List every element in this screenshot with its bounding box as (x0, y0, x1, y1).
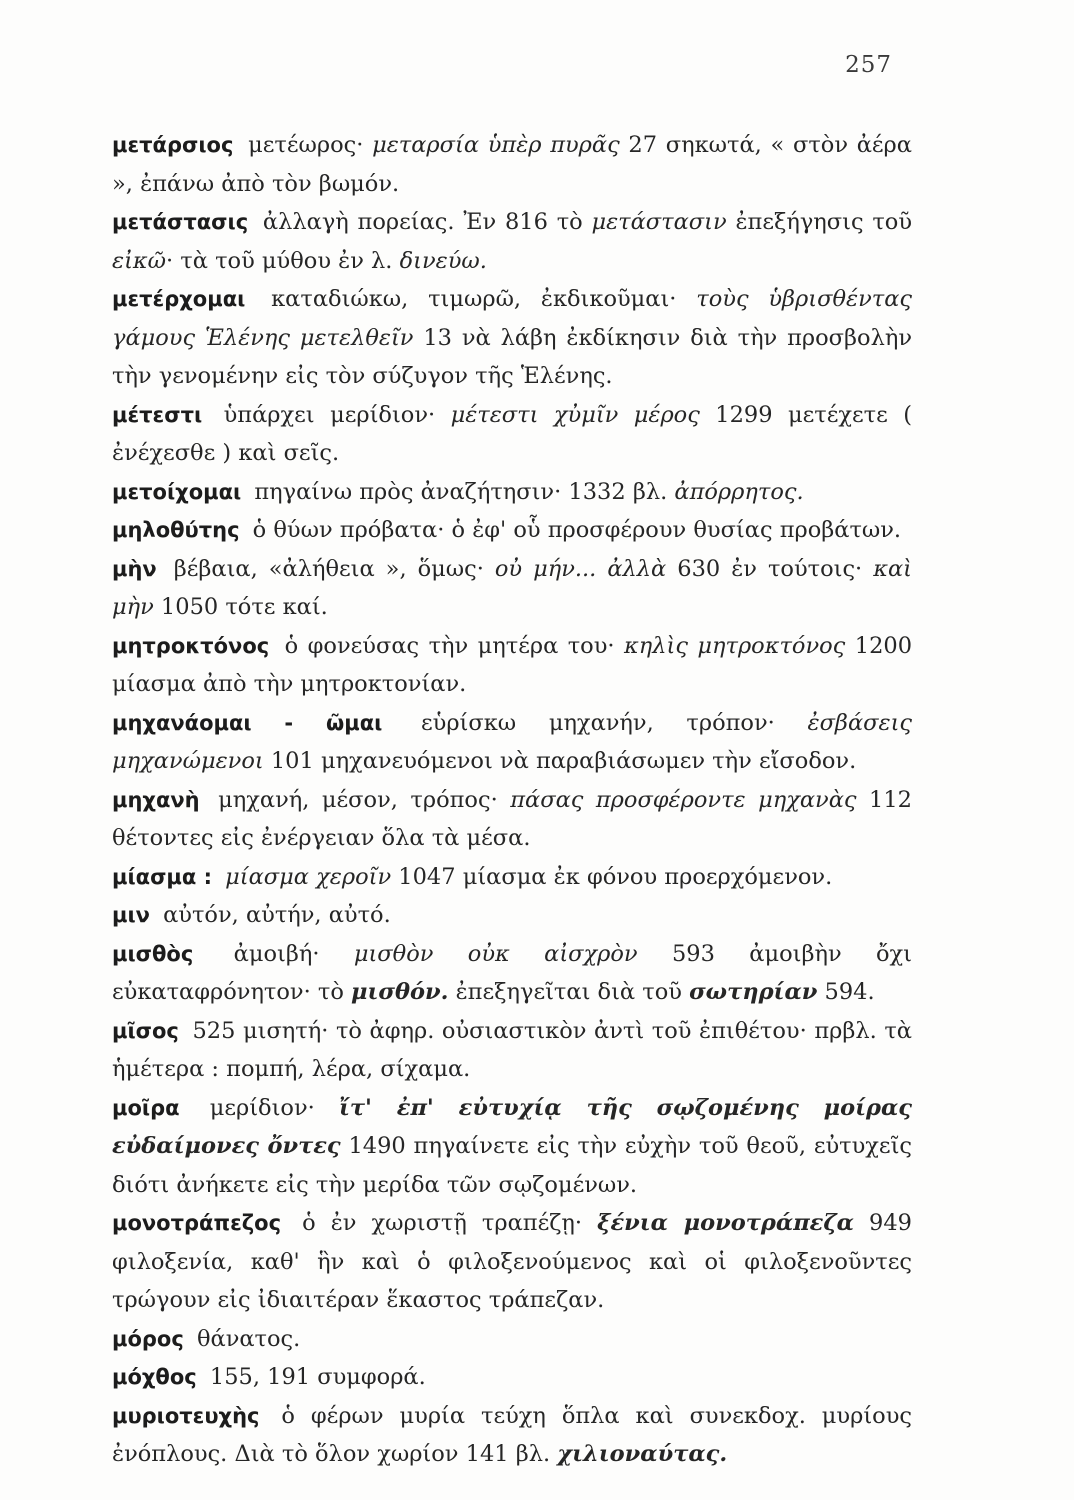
entry-quotation: ξένια μονοτράπεζα (597, 1210, 854, 1236)
entry-definition-text: ὁ θύων πρόβατα· ὁ ἐφ' οὗ προσφέρουν θυσίας προβάτων. (245, 517, 902, 543)
entry-definition-text: 101 μηχανευόμενοι νὰ παραβιάσωμεν τὴν εἴσοδον. (263, 748, 857, 774)
entry-definition-text: 1490 πηγαίνετε εἰς τὴν εὐχὴν τοῦ θεοῦ, εὐτυχεῖς διότι ἀνήκετε εἰς τὴν μερίδα τῶν σῳζομένων. (112, 1133, 912, 1198)
glossary-entry (112, 858, 912, 897)
entry-definition-text: 1299 μετέχετε ( ἐνέχεσθε ) καὶ σεῖς. (112, 401, 912, 466)
entry-definition-text: ἐπεξήγησις τοῦ (726, 209, 913, 235)
page-number: 257 (845, 52, 892, 78)
entry-definition-text: 112 θέτοντες εἰς ἐνέργειαν ὅλα τὰ μέσα. (112, 786, 912, 851)
entry-headword: μητροκτόνος (112, 633, 270, 658)
entry-quotation: κηλὶς μητροκτόνος (624, 632, 846, 659)
entry-definition-text: 13 νὰ λάβη ἐκδίκησιν διὰ τὴν προσβολὴν τὴν γενομένην εἰς τὸν σύζυγον τῆς Ἑλένης. (112, 324, 913, 389)
entry-quotation: πάσας προσφέροντε μηχανὰς (510, 786, 857, 813)
entry-definition-text: ἐπεξηγεῖται διὰ τοῦ (448, 979, 690, 1005)
glossary-entries (112, 126, 912, 1474)
entry-definition-text: 593 ἀμοιβὴν ὄχι εὐκαταφρόνητον· τὸ (112, 940, 912, 1005)
entry-definition-text: ὁ φέρων μυρία τεύχη ὅπλα καὶ συνεκδοχ. μυρίους ἐνόπλους. Διὰ τὸ ὅλον χωρίον 141 βλ. (112, 1402, 912, 1467)
entry-definition-text: αὐτόν, αὐτήν, αὐτό. (155, 902, 391, 928)
entry-headword: μετέρχομαι (112, 287, 246, 311)
entry-definition-text: εὑρίσκω μηχανήν, τρόπον· (388, 709, 808, 736)
entry-definition-text: ἀλλαγὴ πορείας. Ἐν 816 τὸ (254, 209, 592, 235)
entry-headword: μηχανάομαι - ῶμαι (112, 710, 383, 735)
glossary-entry (112, 1358, 912, 1397)
entry-definition-text: μηχανή, μέσον, τρόπος· (205, 786, 511, 813)
entry-definition-text: 525 μισητή· τὸ ἀφηρ. οὐσιαστικὸν ἀντὶ τοῦ ἐπιθέτου· πρβλ. τὰ ἡμέτερα : πομπή, λέρα, σίχαμα. (112, 1017, 912, 1082)
entry-headword: μετάστασις (112, 210, 249, 234)
glossary-entry (112, 550, 912, 627)
entry-quotation: τοὺς ὑβρισθέντας γάμους Ἑλένης μετελθεῖν (112, 286, 912, 351)
glossary-entry (112, 280, 912, 396)
entry-headword: μέτεστι (112, 402, 203, 427)
entry-quotation: σωτηρίαν (689, 979, 818, 1005)
glossary-entry (112, 1320, 912, 1359)
glossary-entry (112, 896, 912, 935)
entry-headword: μὴν (112, 556, 157, 581)
entry-definition-text: ὁ ἐν χωριστῇ τραπέζῃ· (287, 1210, 598, 1236)
entry-definition-text: βέβαια, «ἀλήθεια », ὅμως· (162, 555, 495, 582)
entry-definition-text: 1047 μίασμα ἐκ φόνου προερχόμενον. (391, 863, 833, 890)
entry-quotation: ἀπόρρητος. (674, 478, 804, 505)
entry-definition-text: μετέωρος· (239, 132, 373, 158)
glossary-entry (112, 781, 912, 858)
glossary-entry (112, 1397, 912, 1474)
entry-definition-text: μερίδιον· (185, 1094, 339, 1121)
glossary-entry (112, 627, 912, 704)
entry-quotation: μίασμα χεροῖν (225, 863, 392, 890)
entry-headword: μηλοθύτης (112, 518, 240, 542)
entry-headword: μόχθος (112, 1365, 197, 1389)
entry-definition-text: 630 ἐν τούτοις· (666, 555, 874, 582)
entry-definition-text: 594. (817, 979, 875, 1005)
glossary-entry (112, 203, 912, 280)
entry-definition-text: ἀμοιβή· (199, 940, 354, 967)
entry-quotation: οὐ μήν... ἀλλὰ (494, 555, 667, 582)
entry-definition-text: ὁ φονεύσας τὴν μητέρα του· (275, 632, 625, 659)
entry-definition-text: 155, 191 συμφορά. (202, 1364, 426, 1390)
entry-definition-text: 1200 μίασμα ἀπὸ τὴν μητροκτονίαν. (112, 632, 913, 697)
entry-quotation: ἴτ' ἐπ' εὐτυχίᾳ τῆς σῳζομένης μοίρας εὐδαίμονες ὄντες (112, 1094, 912, 1159)
entry-headword: μισθὸς (112, 941, 194, 966)
entry-headword: μυριοτευχὴς (112, 1403, 260, 1428)
entry-quotation: ἐσβάσεις μηχανώμενοι (112, 709, 912, 774)
glossary-entry (112, 935, 912, 1012)
glossary-entry (112, 1204, 912, 1320)
glossary-entry (112, 704, 912, 781)
entry-headword: μηχανὴ (112, 787, 200, 812)
entry-definition-text: ὑπάρχει μερίδιον· (208, 401, 451, 428)
glossary-entry (112, 511, 912, 550)
glossary-entry (112, 1012, 912, 1089)
entry-definition-text: πηγαίνω πρὸς ἀναζήτησιν· 1332 βλ. (247, 478, 675, 505)
entry-headword: μόρος (112, 1326, 184, 1351)
glossary-entry (112, 1089, 912, 1205)
entry-definition-text: καταδιώκω, τιμωρῶ, ἐκδικοῦμαι· (251, 286, 697, 312)
entry-quotation: δινεύω. (399, 247, 487, 274)
entry-headword: μοῖρα (112, 1095, 180, 1120)
entry-headword: μετάρσιος (112, 133, 234, 157)
glossary-entry (112, 396, 912, 473)
entry-quotation: εἰκῶ (112, 247, 166, 274)
entry-definition-text: 27 σηκωτά, « στὸν ἀέρα », ἐπάνω ἀπὸ τὸν βωμόν. (112, 132, 912, 197)
entry-definition-text: θάνατος. (189, 1325, 301, 1352)
entry-quotation: καὶ μὴν (112, 555, 912, 620)
glossary-entry (112, 126, 912, 203)
entry-definition-text: · τὰ τοῦ μύθου ἐν λ. (166, 247, 400, 274)
entry-headword: μονοτράπεζος (112, 1211, 282, 1235)
entry-headword: μίασμα : (112, 864, 213, 889)
entry-quotation: χιλιοναύτας. (557, 1441, 728, 1467)
entry-quotation: μεταρσία ὑπὲρ πυρᾶς (372, 132, 620, 158)
glossary-entry (112, 473, 912, 512)
entry-definition-text: 949 φιλοξενία, καθ' ἣν καὶ ὁ φιλοξενούμενος καὶ οἱ φιλοξενοῦντες τρώγουν εἰς ἰδιαιτέραν ἕκαστος τράπεζαν. (112, 1210, 912, 1313)
entry-quotation: μισθὸν οὐκ αἰσχρὸν (353, 940, 638, 967)
entry-quotation: μετάστασιν (591, 209, 727, 235)
entry-quotation: μισθόν. (351, 979, 449, 1005)
entry-definition-text: 1050 τότε καί. (153, 594, 328, 620)
entry-quotation: μέτεστι χὐμῖν μέρος (450, 401, 700, 428)
entry-headword: μετοίχομαι (112, 479, 242, 504)
entry-headword: μῖσος (112, 1018, 179, 1043)
entry-headword: μιν (112, 903, 150, 927)
